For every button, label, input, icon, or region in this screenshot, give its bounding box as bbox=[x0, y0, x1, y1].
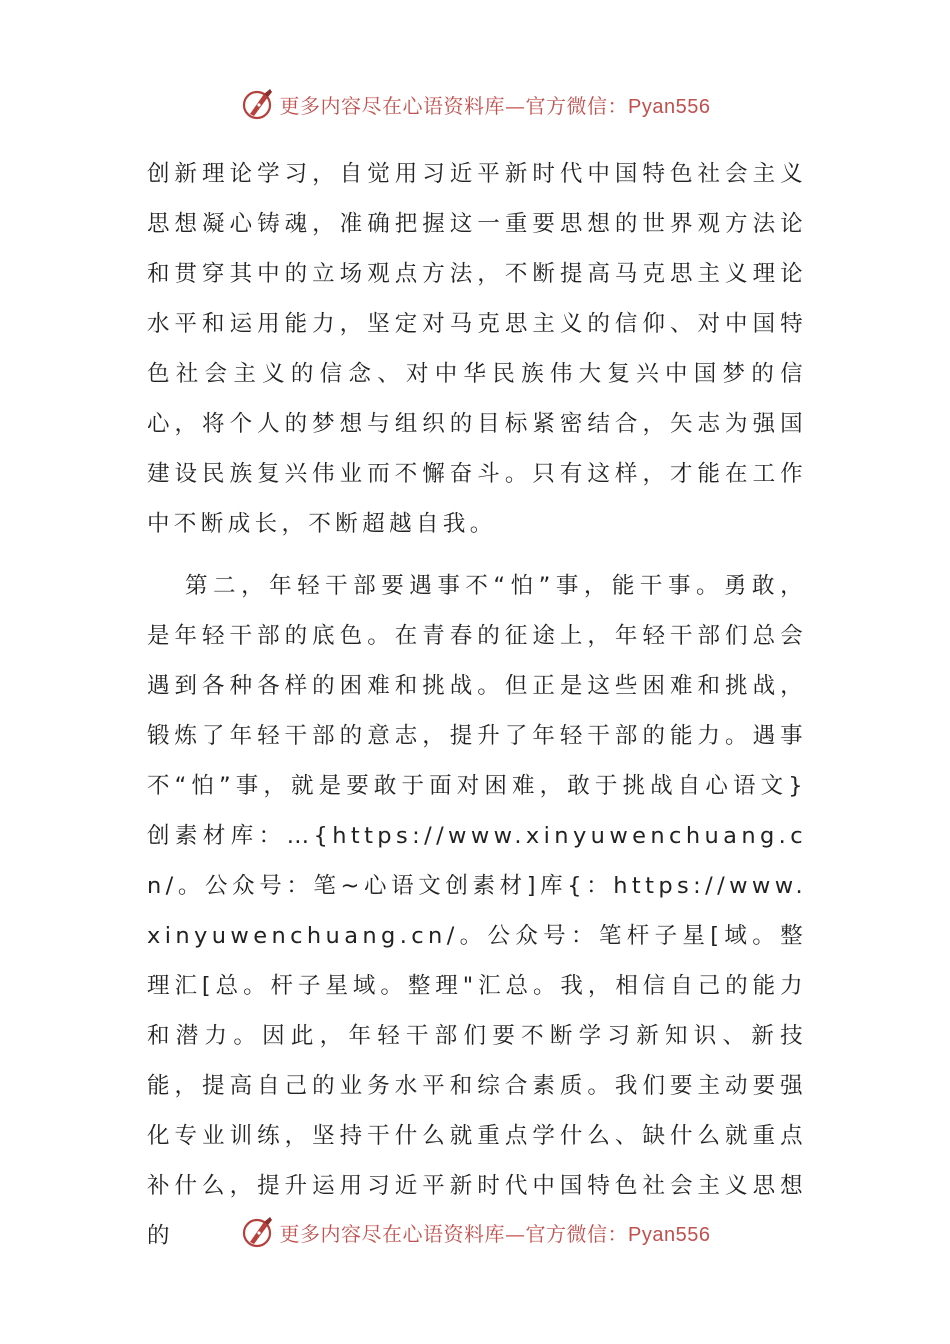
banner-handle: Pyan556 bbox=[628, 95, 711, 118]
pen-nib-circle-icon bbox=[240, 1214, 276, 1250]
banner-separator: — bbox=[505, 93, 526, 118]
banner-text bbox=[280, 1218, 711, 1247]
banner-official-label: 官方微信： bbox=[525, 1221, 629, 1246]
header-banner bbox=[0, 84, 950, 124]
footer-banner bbox=[0, 1212, 950, 1252]
banner-title: 更多内容尽在心语资料库 bbox=[279, 93, 506, 118]
banner-handle: Pyan556 bbox=[628, 1223, 711, 1246]
pen-nib-circle-icon bbox=[240, 86, 276, 122]
banner-text bbox=[280, 90, 711, 119]
paragraph-1: 创新理论学习，自觉用习近平新时代中国特色社会主义思想凝心铸魂，准确把握这一重要思想的世界观方法论和贯穿其中的立场观点方法，不断提高马克思主义理论水平和运用能力，坚定对马克思主义的信仰、对中国特色社会主义的信念、对中华民族伟大复兴中国梦的信心，将个人的梦想与组织的目标紧密结合，矢志为强国建设民族复兴伟业而不懈奋斗。只有这样，才能在工作中不断成长，不断超越自我。 bbox=[147, 161, 807, 537]
banner-official-label: 官方微信： bbox=[525, 93, 629, 118]
document-body bbox=[147, 149, 807, 1261]
banner-separator: — bbox=[505, 1221, 526, 1246]
banner-title: 更多内容尽在心语资料库 bbox=[279, 1221, 506, 1246]
paragraph-2: 第二，年轻干部要遇事不“怕”事，能干事。勇敢，是年轻干部的底色。在青春的征途上，年轻干部们总会遇到各种各样的困难和挑战。但正是这些困难和挑战，锻炼了年轻干部的意志，提升了年轻干部的能力。遇事不“怕”事，就是要敢于面对困难，敢于挑战自心语文}创素材库：…{https://www.xinyuwenchuang.cn/。公众号：笔~心语文创素材]库{：https://www.xinyuwenchuang.cn/。公众号：笔杆子星[域。整理汇[总。杆子星域。整理"汇总。我，相信自己的能力和潜力。因此，年轻干部们要不断学习新知识、新技能，提高自己的业务水平和综合素质。我们要主动要强化专业训练，坚持干什么就重点学什么、缺什么就重点补什么，提升运用习近平新时代中国特色社会主义思想的 bbox=[147, 573, 807, 1249]
